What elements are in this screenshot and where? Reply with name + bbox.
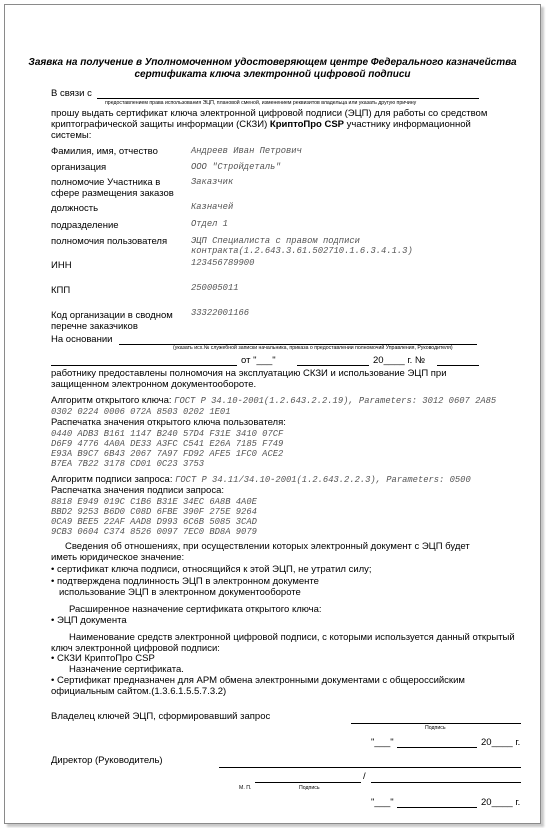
director-signature-line[interactable] (255, 782, 361, 783)
ext-purpose-bullet: • ЭЦП документа (51, 615, 127, 626)
director-name-line[interactable] (219, 767, 521, 768)
worker-line1: работнику предоставлены полномочия на эксплуатацию СКЗИ и использование ЭЦП при (51, 368, 447, 379)
field-value-position: Казначей (191, 202, 234, 212)
means-line2: ключ электронной цифровой подписи: (51, 643, 220, 654)
basis-number-blank[interactable] (437, 365, 479, 366)
request-line3: системы: (51, 130, 92, 141)
open-key-alg: Алгоритм открытого ключа: ГОСТ Р 34.10-2001(1.2.643.2.2.19), Parameters: 3012 0607 2А85 (51, 395, 497, 406)
open-key-hex-line: B7EA 7B22 3178 CD01 0C23 3753 (51, 459, 205, 469)
field-label-user-rights: полномочия пользователя (51, 236, 168, 247)
field-label-position: должность (51, 203, 99, 214)
request-sign-hex-line: 8818 E949 019C C1B6 B31E 34EC 6A8B 4A0E (51, 497, 257, 507)
field-label-org: организация (51, 162, 107, 173)
basis-label: На основании (51, 334, 113, 345)
owner-date-day: "___" (371, 737, 394, 748)
basis-doc-blank[interactable] (51, 365, 237, 366)
basis-year: 20____ г. № (373, 355, 426, 366)
request-sign-print-label: Распечатка значения подписи запроса: (51, 485, 225, 496)
field-label-org-code: Код организации в сводном (51, 310, 173, 321)
field-value-user-rights: ЭЦП Специалиста с правом подписи (191, 236, 360, 246)
ext-purpose-title: Расширенное назначение сертификата открытого ключа: (69, 604, 322, 615)
worker-line2: защищенном электронном документообороте. (51, 379, 257, 390)
field-label-authority: полномочие Участника в (51, 177, 161, 188)
cert-purpose-bullet: • Сертификат предназначен для АРМ обмена электронными документами с общероссийским (51, 675, 465, 686)
open-key-hex-line: E93A B9C7 6B43 2067 7A97 FD92 AFE5 1FC0 ACE2 (51, 449, 284, 459)
field-value-fio: Андреев Иван Петрович (191, 146, 302, 156)
field-value-org-code: 33322001166 (191, 308, 250, 318)
form-title-line2: сертификата ключа электронной цифровой подписи (134, 69, 411, 80)
cert-purpose-cont: официальным сайтом.(1.3.6.1.5.5.7.3.2) (51, 686, 227, 697)
field-value-kpp: 250005011 (191, 283, 239, 293)
legal-line1: Сведения об отношениях, при осуществлении которых электронный документ с ЭЦП будет (65, 541, 470, 552)
application-form (4, 4, 541, 824)
director-label: Директор (Руководитель) (51, 755, 163, 766)
request-sign-hex-line: 9CB3 0604 C374 8526 0097 7EC0 BD8A 9079 (51, 527, 257, 537)
field-value-department: Отдел 1 (191, 219, 228, 229)
basis-hint: (указать исх.№ служебной записки начальника, приказа о предоставлении полномочий Управления, Руководителя) (173, 345, 453, 351)
owner-date-month-blank[interactable] (397, 747, 477, 748)
field-value-user-rights-2: контракта(1.2.643.3.61.502710.1.6.3.4.1.3) (191, 246, 413, 256)
field-value-inn: 123456789900 (191, 258, 255, 268)
field-label-inn: ИНН (51, 260, 72, 271)
field-label-org-code-2: перечне заказчиков (51, 321, 138, 332)
owner-signature-line[interactable] (351, 723, 521, 724)
request-sign-hex-line: BBD2 9253 B6D0 C08D 6FBE 390F 275E 9264 (51, 507, 257, 517)
field-value-authority: Заказчик (191, 177, 234, 187)
field-label-kpp: КПП (51, 285, 71, 296)
request-sign-hex-line: 0CA9 BEE5 22AF AAD8 D993 6C6B 5085 3CAD (51, 517, 257, 527)
means-bullet: • СКЗИ КриптоПро CSP (51, 653, 155, 664)
basis-from: от "___" (241, 355, 276, 366)
open-key-hex-line: D6F9 4776 4A0A DE33 A3FC C541 E26A 7185 F749 (51, 439, 284, 449)
open-key-print-label: Распечатка значения открытого ключа пользователя: (51, 417, 286, 428)
field-label-department: подразделение (51, 220, 119, 231)
director-decode-line[interactable] (371, 782, 521, 783)
form-title-line1: Заявка на получение в Уполномоченном удостоверяющем центре Федерального казначейства (28, 57, 517, 68)
reason-hint: предоставлением права использования ЭЦП, плановой сменой, изменением реквизитов владельца или указать другую причину (105, 100, 417, 106)
legal-bullet-2-cont: использование ЭЦП в электронном документообороте (59, 587, 301, 598)
request-sign-alg: Алгоритм подписи запроса: ГОСТ Р 34.11/34.10-2001(1.2.643.2.2.3), Parameters: 0500 (51, 474, 471, 485)
request-line2: криптографической защиты информации (СКЗИ) КриптоПро CSP участнику информационной (51, 119, 471, 130)
field-label-authority-2: сфере размещения заказов (51, 188, 174, 199)
reason-label: В связи с (51, 88, 92, 99)
owner-signature-hint: Подпись (425, 725, 446, 731)
legal-bullet-1: • сертификат ключа подписи, относящийся к этой ЭЦП, не утратил силу; (51, 564, 372, 575)
basis-month-blank[interactable] (297, 365, 369, 366)
open-key-alg-params: 0302 0224 0006 072А 8503 0202 1Е01 (51, 407, 231, 417)
field-value-org: ООО "Стройдеталь" (191, 162, 281, 172)
request-line1: прошу выдать сертификат ключа электронной цифровой подписи (ЭЦП) для работы со средством (51, 108, 488, 119)
legal-bullet-2: • подтверждена подлинность ЭЦП в электронном документе (51, 576, 319, 587)
stamp-place-hint: М. П. (239, 785, 252, 791)
field-label-fio: Фамилия, имя, отчество (51, 146, 158, 157)
cert-purpose-title: Назначение сертификата. (69, 664, 184, 675)
legal-line2: иметь юридическое значение: (51, 552, 185, 563)
means-line1: Наименование средств электронной цифровой подписи, с которыми используется данный открытый (69, 632, 515, 643)
director-date-day: "___" (371, 797, 394, 808)
director-date-year: 20____ г. (481, 797, 521, 808)
director-date-month-blank[interactable] (397, 807, 477, 808)
reason-blank[interactable] (97, 98, 479, 99)
owner-date-year: 20____ г. (481, 737, 521, 748)
open-key-hex-line: 0440 ADB3 B161 1147 B240 57D4 F31E 3410 07CF (51, 429, 284, 439)
director-signature-hint: Подпись (299, 785, 320, 791)
director-slash: / (363, 771, 366, 782)
owner-label: Владелец ключей ЭЦП, сформировавший запрос (51, 711, 271, 722)
